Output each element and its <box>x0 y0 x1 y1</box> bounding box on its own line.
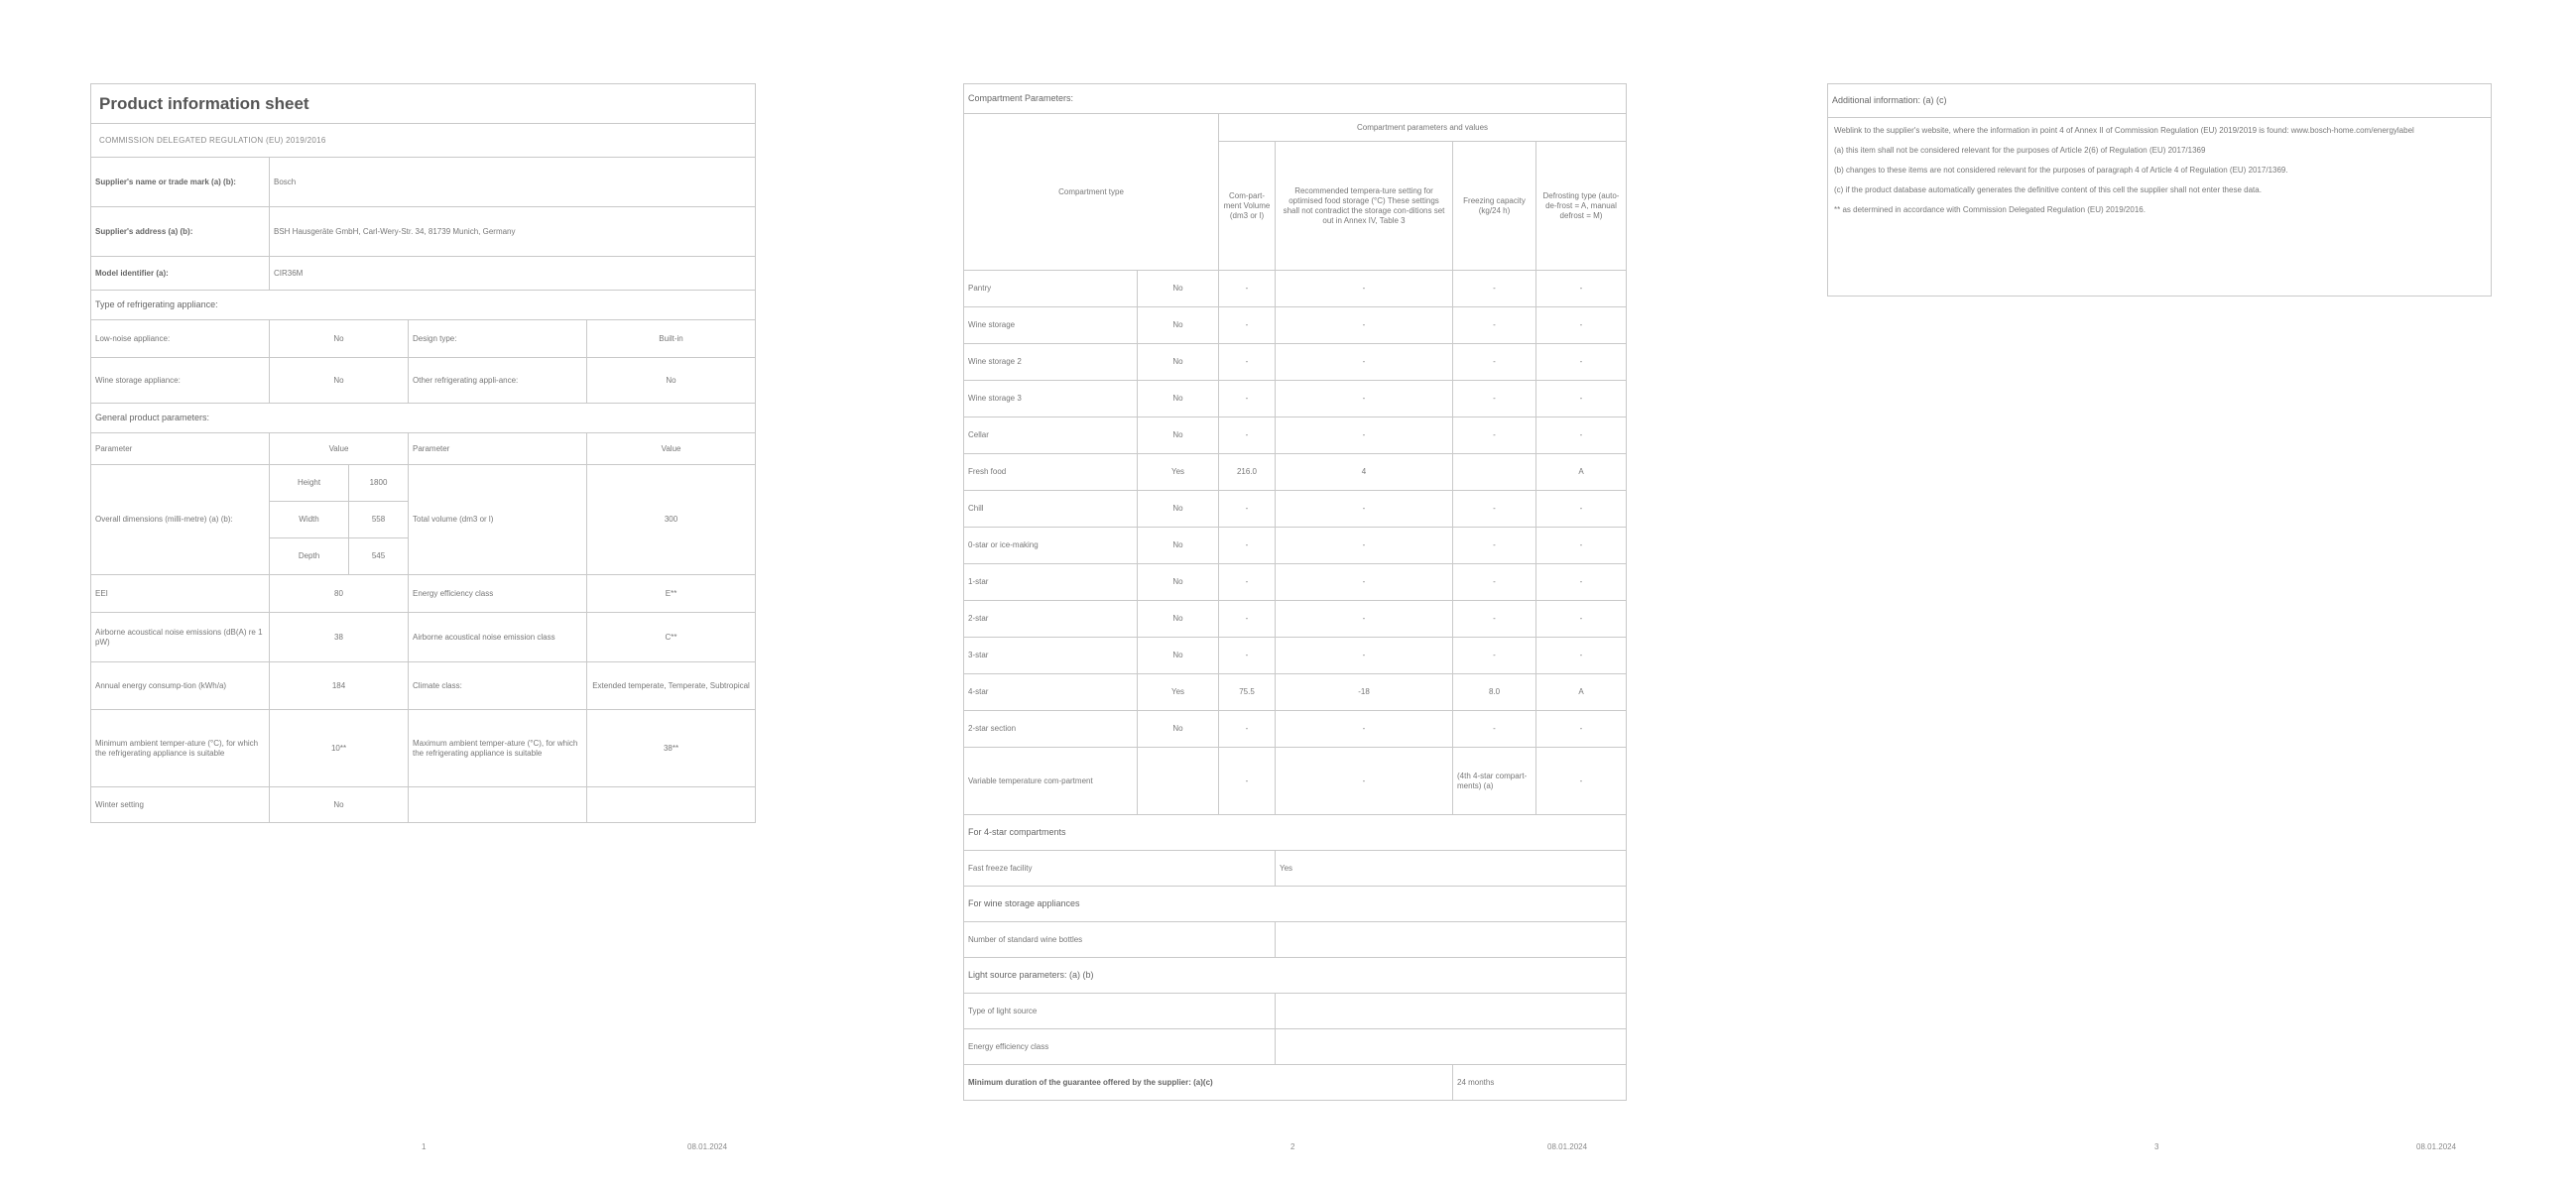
max-temp-value: 38** <box>587 710 756 787</box>
compartment-defrost: - <box>1536 528 1627 564</box>
compartment-volume: - <box>1219 711 1276 748</box>
col-parameter-right: Parameter <box>409 433 587 465</box>
compartment-freezing: - <box>1453 711 1536 748</box>
bottles-value <box>1276 922 1627 958</box>
compartment-volume: - <box>1219 271 1276 307</box>
total-volume-label: Total volume (dm3 or l) <box>409 465 587 575</box>
winter-setting-label: Winter setting <box>91 787 270 823</box>
compartment-volume: - <box>1219 564 1276 601</box>
compartment-freezing: - <box>1453 528 1536 564</box>
compartment-present: Yes <box>1138 674 1219 711</box>
compartment-temp: - <box>1276 711 1453 748</box>
compartment-name: 2-star section <box>964 711 1138 748</box>
compartment-defrost: A <box>1536 454 1627 491</box>
winter-setting-value: No <box>270 787 409 823</box>
compartment-name: Cellar <box>964 417 1138 454</box>
compartment-name: Pantry <box>964 271 1138 307</box>
compartment-temp: - <box>1276 381 1453 417</box>
light-type-value <box>1276 994 1627 1029</box>
compartment-defrost: A <box>1536 674 1627 711</box>
compartment-present: No <box>1138 271 1219 307</box>
variable-defrost: - <box>1536 748 1627 815</box>
notes-cell <box>1828 118 2492 297</box>
compartment-name: Wine storage <box>964 307 1138 344</box>
compartment-row <box>964 638 1627 674</box>
page-number: 1 <box>422 1142 427 1151</box>
light-class-value <box>1276 1029 1627 1065</box>
height-label: Height <box>270 465 349 502</box>
annual-energy-label: Annual energy consump-tion (kWh/a) <box>91 662 270 710</box>
total-volume-value: 300 <box>587 465 756 575</box>
min-temp-label: Minimum ambient temper-ature (°C), for which the refrigerating appliance is suitable <box>91 710 270 787</box>
note-2: (b) changes to these items are not considered relevant for the purposes of paragraph 4 of Article 4 of Regulation (EU) 2017/1369. <box>1834 166 2288 175</box>
compartment-volume: - <box>1219 307 1276 344</box>
compartment-present: No <box>1138 638 1219 674</box>
note-4: ** as determined in accordance with Commission Delegated Regulation (EU) 2019/2016. <box>1834 205 2146 214</box>
page-date: 08.01.2024 <box>2416 1142 2457 1151</box>
compartment-present: No <box>1138 711 1219 748</box>
page-date: 08.01.2024 <box>687 1142 728 1151</box>
light-source-heading: Light source parameters: (a) (b) <box>964 958 1627 994</box>
variable-temp: - <box>1276 748 1453 815</box>
width-value: 558 <box>349 502 409 538</box>
variable-present <box>1138 748 1219 815</box>
compartment-heading: Compartment Parameters: <box>964 84 1627 114</box>
compartment-temp: - <box>1276 528 1453 564</box>
compartment-row <box>964 344 1627 381</box>
compartment-name: 1-star <box>964 564 1138 601</box>
low-noise-label: Low-noise appliance: <box>91 320 270 358</box>
compartment-name: Wine storage 3 <box>964 381 1138 417</box>
compartment-present: No <box>1138 491 1219 528</box>
compartment-defrost: - <box>1536 344 1627 381</box>
compartment-name: Chill <box>964 491 1138 528</box>
compartment-row <box>964 307 1627 344</box>
compartment-defrost: - <box>1536 564 1627 601</box>
additional-heading: Additional information: (a) (c) <box>1828 84 2492 118</box>
top-edge <box>0 0 2576 30</box>
compartment-volume: - <box>1219 528 1276 564</box>
compartment-table <box>963 83 1627 1101</box>
col-volume-header: Com-part-ment Volume (dm3 or l) <box>1219 142 1276 271</box>
compartment-defrost: - <box>1536 638 1627 674</box>
col-defrost-header: Defrosting type (auto-de-frost = A, manual defrost = M) <box>1536 142 1627 271</box>
compartment-volume: - <box>1219 417 1276 454</box>
compartment-row <box>964 674 1627 711</box>
design-type-label: Design type: <box>409 320 587 358</box>
model-label: Model identifier (a): <box>91 257 270 291</box>
design-type-value: Built-in <box>587 320 756 358</box>
compartment-freezing <box>1453 454 1536 491</box>
col-freezing-header: Freezing capacity (kg/24 h) <box>1453 142 1536 271</box>
col-value-left: Value <box>270 433 409 465</box>
compartment-temp: - <box>1276 491 1453 528</box>
light-type-label: Type of light source <box>964 994 1276 1029</box>
light-class-label: Energy efficiency class <box>964 1029 1276 1065</box>
type-heading: Type of refrigerating appliance: <box>91 291 756 320</box>
compartment-present: No <box>1138 307 1219 344</box>
wine-storage-label: Wine storage appliance: <box>91 358 270 404</box>
sheet-title: Product information sheet <box>91 84 756 124</box>
supplier-address-value: BSH Hausgeräte GmbH, Carl-Wery-Str. 34, 81739 Munich, Germany <box>270 207 756 257</box>
annual-energy-value: 184 <box>270 662 409 710</box>
compartment-defrost: - <box>1536 601 1627 638</box>
compartment-volume: - <box>1219 344 1276 381</box>
wine-storage-value: No <box>270 358 409 404</box>
compartment-type-header: Compartment type <box>964 114 1219 271</box>
compartment-row <box>964 601 1627 638</box>
climate-label: Climate class: <box>409 662 587 710</box>
winter-empty-2 <box>587 787 756 823</box>
compartment-present: Yes <box>1138 454 1219 491</box>
compartment-name: 0-star or ice-making <box>964 528 1138 564</box>
compartment-row <box>964 491 1627 528</box>
eei-value: 80 <box>270 575 409 613</box>
dimensions-label: Overall dimensions (milli-metre) (a) (b): <box>91 465 270 575</box>
page-2 <box>861 42 1714 1172</box>
compartment-defrost: - <box>1536 271 1627 307</box>
compartment-freezing: 8.0 <box>1453 674 1536 711</box>
variable-freezing: (4th 4-star compart-ments) (a) <box>1453 748 1536 815</box>
supplier-name-value: Bosch <box>270 158 756 207</box>
compartment-freezing: - <box>1453 381 1536 417</box>
height-value: 1800 <box>349 465 409 502</box>
compartment-row <box>964 417 1627 454</box>
climate-value: Extended temperate, Temperate, Subtropical <box>587 662 756 710</box>
compartment-name: Wine storage 2 <box>964 344 1138 381</box>
depth-label: Depth <box>270 538 349 575</box>
compartment-temp: - <box>1276 271 1453 307</box>
four-star-heading: For 4-star compartments <box>964 815 1627 851</box>
compartment-volume: - <box>1219 638 1276 674</box>
compartment-present: No <box>1138 564 1219 601</box>
energy-class-label: Energy efficiency class <box>409 575 587 613</box>
max-temp-label: Maximum ambient temper-ature (°C), for which the refrigerating appliance is suitable <box>409 710 587 787</box>
noise-value: 38 <box>270 613 409 662</box>
col-parameter-left: Parameter <box>91 433 270 465</box>
page-3 <box>1722 42 2575 1172</box>
other-refrigerating-label: Other refrigerating appli-ance: <box>409 358 587 404</box>
regulation-reference: COMMISSION DELEGATED REGULATION (EU) 2019/2016 <box>91 124 756 158</box>
additional-info-table <box>1827 83 2492 297</box>
compartment-volume: 75.5 <box>1219 674 1276 711</box>
compartment-defrost: - <box>1536 491 1627 528</box>
guarantee-value: 24 months <box>1453 1065 1627 1101</box>
compartment-present: No <box>1138 344 1219 381</box>
compartment-name: 3-star <box>964 638 1138 674</box>
compartment-volume: - <box>1219 491 1276 528</box>
compartment-row <box>964 711 1627 748</box>
noise-class-value: C** <box>587 613 756 662</box>
model-value: CIR36M <box>270 257 756 291</box>
compartment-freezing: - <box>1453 344 1536 381</box>
general-heading: General product parameters: <box>91 404 756 433</box>
compartment-freezing: - <box>1453 271 1536 307</box>
product-info-table <box>90 83 756 823</box>
compartment-rows <box>964 271 1627 748</box>
min-temp-value: 10** <box>270 710 409 787</box>
compartment-row <box>964 271 1627 307</box>
compartment-freezing: - <box>1453 638 1536 674</box>
compartment-freezing: - <box>1453 491 1536 528</box>
compartment-volume: 216.0 <box>1219 454 1276 491</box>
compartment-name: 4-star <box>964 674 1138 711</box>
fast-freeze-label: Fast freeze facility <box>964 851 1276 887</box>
depth-value: 545 <box>349 538 409 575</box>
compartment-present: No <box>1138 601 1219 638</box>
compartment-defrost: - <box>1536 381 1627 417</box>
compartment-name: Fresh food <box>964 454 1138 491</box>
fast-freeze-value: Yes <box>1276 851 1627 887</box>
compartment-volume: - <box>1219 381 1276 417</box>
col-temp-header: Recommended tempera-ture setting for optimised food storage (°C) These settings shall not contradict the storage con-ditions set out in Annex IV, Table 3 <box>1276 142 1453 271</box>
eei-label: EEI <box>91 575 270 613</box>
compartment-row <box>964 381 1627 417</box>
winter-empty-1 <box>409 787 587 823</box>
supplier-address-label: Supplier's address (a) (b): <box>91 207 270 257</box>
compartment-row <box>964 528 1627 564</box>
bottles-label: Number of standard wine bottles <box>964 922 1276 958</box>
compartment-temp: - <box>1276 344 1453 381</box>
noise-class-label: Airborne acoustical noise emission class <box>409 613 587 662</box>
compartment-freezing: - <box>1453 417 1536 454</box>
compartment-defrost: - <box>1536 307 1627 344</box>
wine-appliances-heading: For wine storage appliances <box>964 887 1627 922</box>
compartment-freezing: - <box>1453 307 1536 344</box>
col-value-right: Value <box>587 433 756 465</box>
compartment-defrost: - <box>1536 417 1627 454</box>
compartment-temp: - <box>1276 564 1453 601</box>
compartment-freezing: - <box>1453 601 1536 638</box>
params-header: Compartment parameters and values <box>1219 114 1627 142</box>
compartment-temp: - <box>1276 307 1453 344</box>
energy-class-value: E** <box>587 575 756 613</box>
compartment-volume: - <box>1219 601 1276 638</box>
weblink-text: Weblink to the supplier's website, where the information in point 4 of Annex II of Commission Regulation (EU) 2019/2019 is found: www.bosch-home.com/energylabel <box>1834 126 2414 135</box>
compartment-temp: -18 <box>1276 674 1453 711</box>
width-label: Width <box>270 502 349 538</box>
supplier-name-label: Supplier's name or trade mark (a) (b): <box>91 158 270 207</box>
guarantee-label: Minimum duration of the guarantee offered by the supplier: (a)(c) <box>964 1065 1453 1101</box>
compartment-temp: - <box>1276 417 1453 454</box>
other-refrigerating-value: No <box>587 358 756 404</box>
low-noise-value: No <box>270 320 409 358</box>
page-date: 08.01.2024 <box>1547 1142 1588 1151</box>
page-number: 3 <box>2154 1142 2159 1151</box>
variable-volume: - <box>1219 748 1276 815</box>
compartment-defrost: - <box>1536 711 1627 748</box>
page-number: 2 <box>1290 1142 1295 1151</box>
compartment-row <box>964 564 1627 601</box>
compartment-present: No <box>1138 417 1219 454</box>
compartment-temp: 4 <box>1276 454 1453 491</box>
page-1 <box>0 42 853 1172</box>
note-1: (a) this item shall not be considered relevant for the purposes of Article 2(6) of Regulation (EU) 2017/1369 <box>1834 146 2206 155</box>
compartment-name: 2-star <box>964 601 1138 638</box>
note-3: (c) if the product database automatically generates the definitive content of this cell the supplier shall not enter these data. <box>1834 185 2262 194</box>
compartment-temp: - <box>1276 601 1453 638</box>
noise-label: Airborne acoustical noise emissions (dB(A) re 1 pW) <box>91 613 270 662</box>
compartment-freezing: - <box>1453 564 1536 601</box>
compartment-present: No <box>1138 528 1219 564</box>
compartment-present: No <box>1138 381 1219 417</box>
variable-compartment-label: Variable temperature com-partment <box>964 748 1138 815</box>
compartment-temp: - <box>1276 638 1453 674</box>
compartment-row <box>964 454 1627 491</box>
